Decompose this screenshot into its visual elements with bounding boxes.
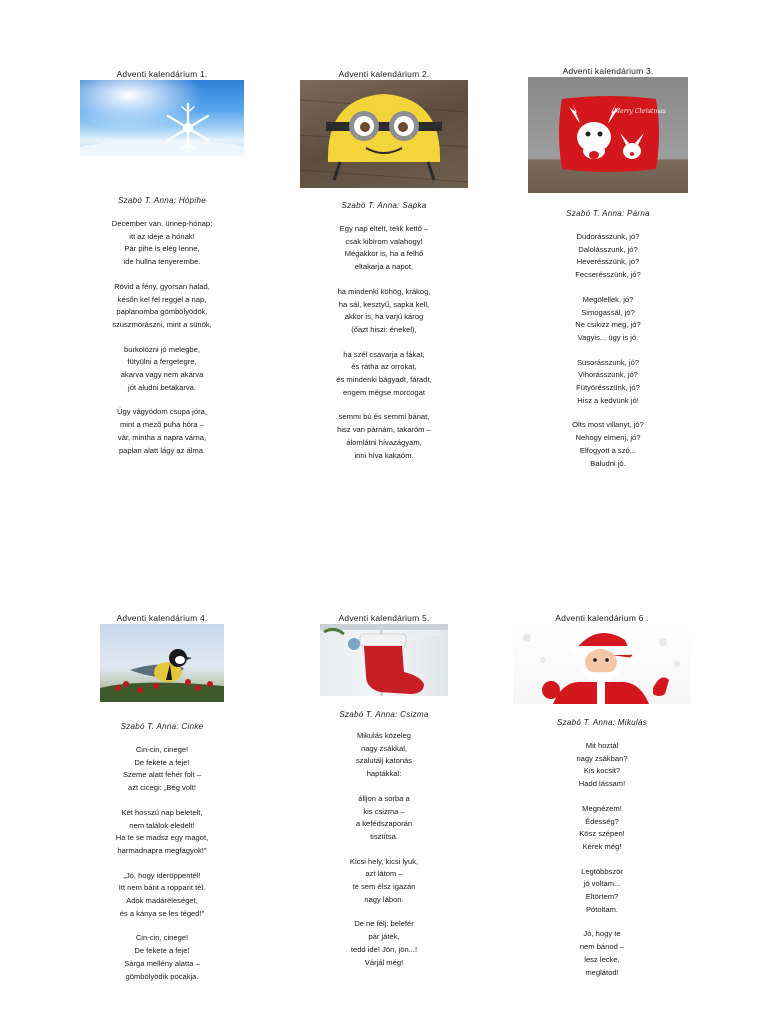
- poem-line: Dalolásszunk, jó?: [578, 244, 638, 254]
- poem-line: Mégakkor is, ha a felhő: [344, 249, 424, 259]
- stanza: [42, 870, 282, 921]
- poem-author-title: Szabó T. Anna: Párna: [566, 209, 650, 218]
- poem-line: nem találok eledelt!: [129, 820, 195, 830]
- poem-line: azt cicegi: „Bég volt!: [128, 783, 196, 793]
- poem-line: Itt nem bánt a roppant tél.: [118, 883, 206, 893]
- poem: [42, 218, 282, 457]
- poem-line: jó voltam...: [583, 879, 621, 889]
- stanza: [42, 218, 282, 269]
- poem-line: Édesség?: [585, 816, 619, 826]
- poem-line: Szeme alatt fehér folt –: [122, 770, 202, 780]
- stanza: [42, 406, 282, 457]
- poem-line: paplanomba gömbölyödök,: [116, 307, 208, 317]
- poem-line: hisz van párnám, takaróm –: [337, 425, 431, 435]
- poem-line: Megölellek, jó?: [582, 294, 634, 304]
- poem-line: álomlátni hívazágyam,: [346, 437, 422, 447]
- poem-author-title: Szabó T. Anna: Csizma: [339, 710, 429, 719]
- poem-line: paplan alatt lágy az álma.: [118, 445, 206, 455]
- poem-line: és a kánya se les téged!": [119, 908, 205, 918]
- poem-line: fütyülni a fergetegre,: [127, 357, 197, 367]
- poem-line: és mindenki bágyadt, fáradt,: [336, 375, 432, 385]
- poem-author-title: Szabó T. Anna: Cinke: [120, 722, 204, 731]
- poem-line: Két hosszú nap beletelt,: [121, 807, 203, 817]
- poem-line: lesz lecke,: [584, 954, 620, 964]
- stanza: [488, 357, 728, 408]
- poem-line: De fekete a feje!: [134, 757, 190, 767]
- poem-line: ha mindenki köhög, krákog,: [337, 286, 431, 296]
- poem-line: akkor is, ha varjú károg: [344, 312, 424, 322]
- poem-author-title: Szabó T. Anna: Mikulás: [556, 718, 648, 727]
- poem-line: nem bánod –: [579, 942, 625, 952]
- poem-line: Pótoltam.: [585, 904, 619, 914]
- poem-line: Heverésszünk, jó?: [576, 257, 640, 267]
- calendar-title: Adventi kalendárium 4.: [116, 613, 208, 623]
- poem-line: engem mégse morcogat: [343, 387, 425, 397]
- poem-author-title: Szabó T. Anna: Hópihe: [118, 196, 206, 205]
- stanza: [488, 294, 728, 345]
- poem-line: Dudorásszunk, jó?: [576, 232, 640, 241]
- poem-line: azt látom –: [365, 869, 403, 879]
- poem-line: Mikulás közeleg: [356, 731, 412, 740]
- poem-line: Ha te se madsz egy magot,: [115, 833, 209, 843]
- stanza: [264, 918, 504, 969]
- poem-line: meglátod!: [585, 967, 619, 977]
- stanza: [42, 744, 282, 795]
- stanza: [264, 730, 504, 781]
- poem-line: Cin-cin, cinege!: [135, 745, 189, 754]
- poem-line: semmi bú és semmi bánat,: [338, 412, 430, 422]
- minion-knit-hat-photo: [300, 80, 468, 188]
- poem-line: Megnézem!: [582, 803, 622, 813]
- poem-line: Kicsi hely, kicsi lyuk,: [349, 856, 419, 866]
- poem-line: Mit hoztál: [585, 741, 619, 750]
- stanza: [264, 856, 504, 907]
- poem-line: Jó, hogy te: [583, 929, 621, 939]
- calendar-title: Adventi kalendárium 6 .: [555, 613, 649, 623]
- calendar-card-3: [488, 65, 728, 482]
- poem-line: nagy zsákkal,: [360, 743, 407, 753]
- poem-line: De fekete a feje!: [134, 946, 190, 956]
- poem-line: mint a mező puha hóra –: [119, 420, 204, 430]
- poem-line: Kösz szépen!: [579, 829, 625, 839]
- reindeer-pillow-photo: [528, 77, 688, 193]
- poem-line: későn kel fel reggel a nap,: [117, 294, 207, 304]
- stanza: [264, 349, 504, 400]
- stanza: [488, 231, 728, 282]
- stanza: [42, 344, 282, 395]
- poem-line: Vagyis... úgy is jó.: [577, 332, 639, 342]
- calendar-card-4: [42, 612, 282, 995]
- poem-line: szuszmorászni, mint a sünök,: [112, 319, 212, 329]
- stanza: [264, 411, 504, 462]
- poem-line: gömbölyödik pocakja.: [125, 971, 199, 981]
- poem-line: kis csizma –: [363, 806, 405, 816]
- poem-line: harmadnapra megfagyok!": [117, 845, 207, 855]
- poem-line: Olts most villanyt, jó?: [572, 420, 644, 430]
- poem-line: Nehogy elmenj, jó?: [575, 433, 641, 443]
- santa-claus-photo: [513, 624, 691, 704]
- poem-line: ha sál, kesztyű, sapka kell,: [338, 299, 430, 309]
- calendar-card-1: [42, 68, 282, 469]
- poem-line: Eltörtem?: [585, 892, 619, 902]
- poem-line: Cin-cin, cinege!: [135, 933, 189, 943]
- stanza: [42, 281, 282, 332]
- stanza: [264, 223, 504, 274]
- poem-author-title: Szabó T. Anna: Sapka: [341, 201, 427, 210]
- stanza: [482, 740, 722, 791]
- poem-line: haptákkal:: [366, 769, 402, 779]
- poem-line: Fütyörésszünk, jó?: [576, 383, 640, 393]
- calendar-card-5: [264, 612, 504, 981]
- poem-line: December van, ünnep-hónap:: [111, 219, 213, 228]
- stanza: [264, 793, 504, 844]
- poem: [264, 730, 504, 969]
- poem-line: Pár pihe is elég lenne,: [124, 244, 200, 254]
- stanza: [42, 807, 282, 858]
- poem-line: Úgy vágyódom csupa jóra,: [117, 407, 207, 417]
- poem-line: szalutálj katonás: [355, 756, 413, 766]
- poem-line: Vihorásszunk, jó?: [578, 370, 638, 380]
- stanza: [488, 419, 728, 470]
- calendar-card-2: [264, 68, 504, 474]
- poem-line: Baludni jó.: [590, 458, 626, 468]
- poem-line: Sárga mellény alatta –: [124, 958, 200, 968]
- poem-line: vár, mintha a napra várna,: [117, 432, 207, 442]
- poem-line: „Jó, hogy ideröppentél!: [123, 870, 201, 880]
- poem-line: Várjál még!: [364, 957, 404, 967]
- poem-line: burkolózni jó melegbe,: [124, 344, 200, 354]
- poem-line: nagy zsákban?: [576, 753, 628, 763]
- poem-line: a kefédszaporán: [355, 819, 413, 829]
- poem-line: Fecserésszünk, jó?: [575, 270, 641, 280]
- calendar-title: Adventi kalendárium 1.: [116, 69, 208, 79]
- poem-line: álljon a sorba a: [358, 793, 410, 803]
- poem-line: Simogassál, jó?: [581, 307, 635, 317]
- poem-line: inni híva kakaóm.: [354, 450, 414, 460]
- poem-line: csak kibírom valahogy!: [345, 236, 423, 246]
- poem: [482, 740, 722, 979]
- poem-line: Hisz a kedvünk jó!: [577, 395, 639, 405]
- stanza: [482, 866, 722, 917]
- stanza: [42, 932, 282, 983]
- poem: [488, 231, 728, 470]
- poem-line: pár játék,: [368, 932, 400, 942]
- poem: [264, 223, 504, 462]
- poem-line: ha szél csavarja a fákat,: [343, 349, 425, 359]
- poem-line: tedd ide! Jön, jön...!: [350, 944, 418, 954]
- calendar-title: Adventi kalendárium 2.: [338, 69, 430, 79]
- poem-line: akarva vagy nem akarva: [120, 370, 204, 380]
- poem-line: Hadd lássam!: [578, 779, 626, 789]
- great-tit-bird-photo: [100, 624, 224, 702]
- poem-line: Legtöbbször: [581, 866, 623, 876]
- poem-line: Kis kocsit?: [583, 766, 621, 776]
- poem-line: és rátha az orrokat,: [351, 362, 417, 372]
- poem-line: Egy nap eltelt, telik kettő –: [339, 224, 429, 233]
- snowflake-photo: [80, 80, 244, 156]
- poem-line: Susorásszunk, jó?: [576, 357, 640, 367]
- poem-line: itt az ideje a hónak!: [129, 231, 195, 241]
- stanza: [264, 286, 504, 337]
- poem-line: De ne félj: belefér: [354, 919, 414, 929]
- poem-line: eltakarja a napot,: [354, 262, 414, 272]
- calendar-card-6: [482, 612, 722, 991]
- poem: [42, 744, 282, 983]
- poem-line: Adok madáreleséget,: [126, 896, 198, 906]
- poem-line: jót aludni betakarva.: [128, 382, 196, 392]
- christmas-stocking-photo: [320, 624, 448, 696]
- poem-line: Rövid a fény, gyorsan halad,: [114, 281, 210, 291]
- poem-line: (őazt hiszi: énekel),: [351, 324, 417, 334]
- stanza: [482, 928, 722, 979]
- calendar-title: Adventi kalendárium 5.: [338, 613, 430, 623]
- stanza: [482, 803, 722, 854]
- calendar-title: Adventi kalendárium 3.: [562, 66, 654, 76]
- poem-line: nagy lábon.: [364, 894, 404, 904]
- poem-line: Kérek még!: [582, 841, 622, 851]
- poem-line: te sem élsz igazán: [352, 882, 416, 892]
- poem-line: Elfogyott a szó...: [579, 445, 637, 455]
- svg-text:Merry Christmas: Merry Christmas: [614, 108, 666, 115]
- poem-line: Ne csikizz meg, jó?: [575, 320, 641, 330]
- poem-line: tisztítsa.: [370, 831, 398, 841]
- poem-line: ide hullna tenyerembe.: [123, 257, 201, 267]
